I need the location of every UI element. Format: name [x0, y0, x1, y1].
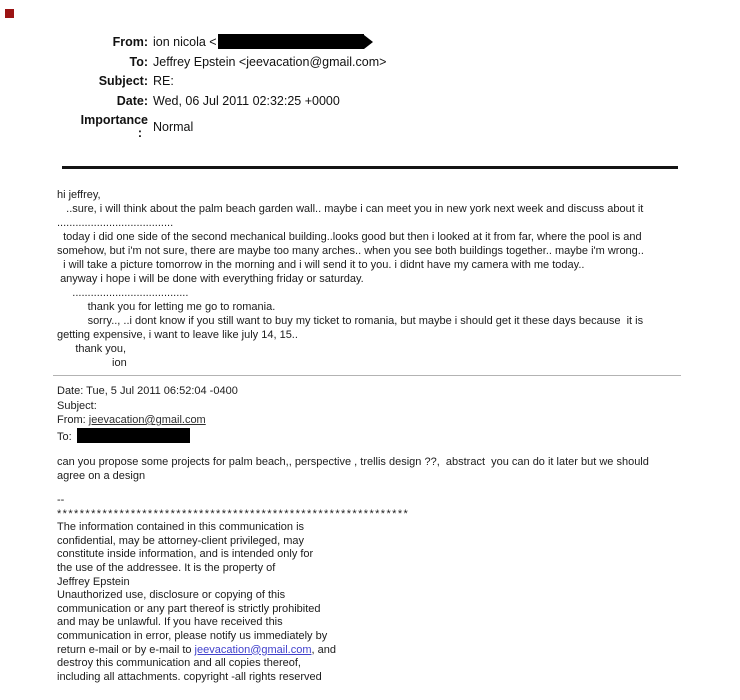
disclaimer-line: Unauthorized use, disclosure or copying of this — [57, 589, 286, 602]
header-row-importance — [0, 111, 520, 140]
quoted-from-email-link[interactable]: jeevacation@gmail.com — [88, 414, 206, 426]
body-line: getting expensive, i want to leave like july 14, 15.. — [57, 329, 298, 341]
quoted-from-label: From: — [57, 414, 89, 426]
body-line: anyway i hope i will be done with everything friday or saturday. — [57, 273, 364, 285]
quoted-header — [57, 384, 702, 444]
disclaimer-bottom — [57, 657, 702, 684]
body-line: ion — [57, 357, 127, 369]
importance-value: Normal — [153, 120, 194, 134]
disclaimer-line: The information contained in this communication is — [57, 521, 305, 534]
email-header — [0, 33, 520, 140]
disclaimer-line: the use of the addressee. It is the property of — [57, 561, 276, 574]
asterisk-separator: ************************************************************** — [57, 507, 410, 520]
disclaimer-line: destroy this communication and all copies thereof, — [57, 657, 301, 670]
disclaimer-line: including all attachments. copyright -all rights reserved — [57, 670, 322, 683]
quoted-date-line: Date: Tue, 5 Jul 2011 06:52:04 -0400 — [57, 385, 238, 397]
quoted-subject-line: Subject: — [57, 399, 97, 412]
link-line-prefix: return e-mail or by e-mail to — [57, 643, 195, 656]
subject-label: Subject: — [98, 74, 148, 88]
subject-value: RE: — [153, 74, 174, 88]
importance-label: Importance : — [0, 111, 148, 140]
from-value — [153, 33, 373, 53]
red-corner-mark — [5, 9, 14, 18]
disclaimer-line: Jeffrey Epstein — [57, 575, 130, 588]
date-label: Date: — [116, 93, 148, 108]
reply-line: can you propose some projects for palm beach,, perspective , trellis design ??, abstract you can do it later but we should — [57, 456, 649, 468]
quoted-to-label: To: — [57, 430, 72, 443]
from-label: From: — [112, 35, 148, 49]
disclaimer-line: communication or any part thereof is strictly prohibited — [57, 602, 321, 615]
email-link[interactable]: jeevacation@gmail.com — [194, 643, 312, 656]
body-line: sorry.., ..i dont know if you still want to buy my ticket to romania, but maybe i should get it these days because it is — [57, 315, 644, 327]
header-row-subject — [0, 72, 520, 92]
date-value: Wed, 06 Jul 2011 02:32:25 +0000 — [153, 93, 340, 108]
body-line: ...................................... — [57, 217, 174, 229]
quoted-to-line — [57, 428, 702, 445]
body-line: thank you, — [57, 343, 127, 355]
header-row-to — [0, 53, 520, 73]
quoted-from-line — [57, 413, 702, 428]
header-row-from — [0, 33, 520, 53]
body-line: ..sure, i will think about the palm beach garden wall.. maybe i can meet you in new york next week and discuss about it — [57, 203, 644, 215]
disclaimer-line: constitute inside information, and is intended only for — [57, 548, 314, 561]
disclaimer-line: and may be unlawful. If you have received this — [57, 616, 283, 629]
link-line-suffix: , and — [311, 643, 336, 656]
divider-thin — [53, 375, 681, 376]
body-line: hi jeffrey, — [57, 189, 101, 201]
body-line: i will take a picture tomorrow in the morning and i will send it to you. i didnt have my camera with me today.. — [57, 259, 585, 271]
signature-block — [57, 494, 702, 684]
redaction-bar-from — [218, 34, 373, 49]
to-value: Jeffrey Epstein <jeevacation@gmail.com> — [153, 54, 387, 69]
quoted-reply — [57, 455, 702, 483]
divider-thick — [62, 166, 678, 169]
header-row-date — [0, 92, 520, 112]
redaction-bar-to — [77, 428, 190, 443]
body-line: somehow, but i'm not sure, there are maybe too many arches.. when you see both buildings together.. maybe i'm wrong.. — [57, 245, 644, 257]
body-line: thank you for letting me go to romania. — [57, 301, 276, 313]
signature-divider: -- — [57, 494, 65, 506]
disclaimer-line: confidential, may be attorney-client privileged, may — [57, 534, 305, 547]
message-body — [57, 188, 702, 370]
disclaimer-top — [57, 521, 702, 643]
to-label: To: — [129, 54, 148, 69]
disclaimer-link-line — [57, 644, 702, 658]
reply-line: agree on a design — [57, 470, 146, 482]
from-value-text: ion nicola < — [153, 35, 217, 49]
body-line: ...................................... — [57, 287, 189, 299]
disclaimer-line: communication in error, please notify us immediately by — [57, 629, 328, 642]
body-line: today i did one side of the second mechanical building..looks good but then i looked at it from far, where the pool is and — [57, 231, 642, 243]
importance-colon: : — [137, 126, 142, 140]
